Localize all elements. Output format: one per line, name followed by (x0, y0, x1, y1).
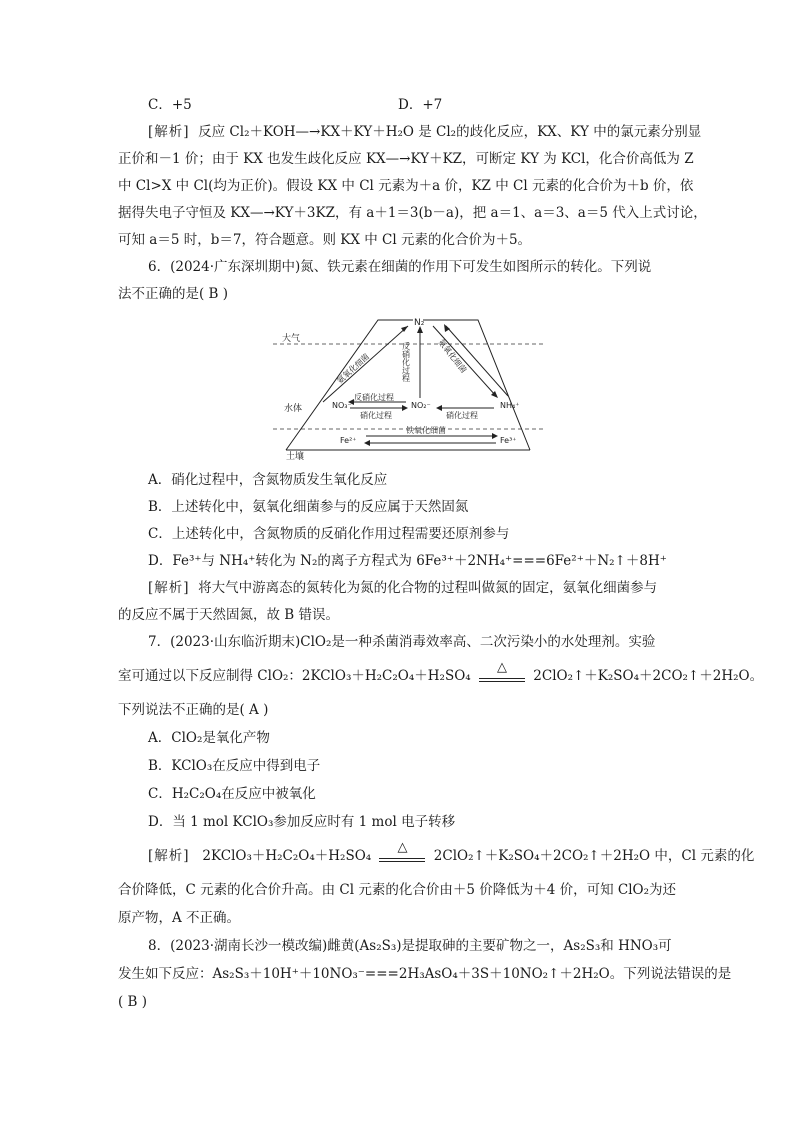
q7-stem-l2 (118, 659, 764, 687)
heating-equals-sign (479, 659, 525, 687)
delta-icon: △ (397, 839, 408, 855)
arrowhead (436, 405, 442, 411)
q8-stem-l3: ( B ) (118, 994, 148, 1010)
q6-analysis-text: 将大气中游离态的氮转化为氮的化合物的过程叫做氮的固定，氨氧化细菌参与 (198, 580, 658, 596)
anammox-right-label: 氨氧化细菌 (436, 337, 469, 375)
q6-analysis-l1 (148, 578, 657, 598)
analysis-tag: [解析] (148, 848, 190, 864)
analysis-tag: [解析] (148, 580, 190, 596)
nitrification-mid-label: 硝化过程 (360, 411, 392, 420)
q8-stem-l2: 发生如下反应：As₂S₃＋10H⁺＋10NO₃⁻===2H₃AsO₄＋3S＋10NO₂↑＋2H₂O。下列说法错误的是 (118, 966, 732, 982)
q7-equation-left: 室可通过以下反应制得 ClO₂：2KClO₃＋H₂C₂O₄＋H₂SO₄ (118, 668, 471, 684)
q5-analysis-l5: 可知 a＝5 时，b＝7，符合题意。则 KX 中 Cl 元素的化合价为＋5。 (118, 232, 532, 248)
n2-label: N₂ (414, 318, 425, 328)
q7-analysis-l2: 合价降低，C 元素的化合价升高。由 Cl 元素的化合价由＋5 价降低为＋4 价，可知 ClO₂为还 (118, 882, 677, 898)
arrowhead (444, 324, 450, 332)
arrowhead (364, 440, 370, 446)
arrowhead (492, 433, 498, 439)
anammox-label: 氨氧化细菌 (335, 352, 372, 386)
nitrification-right-label: 硝化过程 (446, 411, 478, 420)
q6-option-c: C．上述转化中，含氮物质的反硝化作用过程需要还原剂参与 (148, 526, 510, 542)
q5-analysis-l4: 据得失电子守恒及 KX—→KY＋3KZ，有 a＋1＝3(b－a)，把 a＝1、a＝3、a＝5 代入上式讨论， (118, 205, 707, 221)
q6-option-d: D．Fe³⁺与 NH₄⁺转化为 N₂的离子方程式为 6Fe³⁺＋2NH₄⁺===6Fe²⁺＋N₂↑＋8H⁺ (148, 553, 667, 569)
q7-option-a: A．ClO₂是氧化产物 (148, 730, 270, 746)
q5-analysis-l2: 正价和－1 价；由于 KX 也发生歧化反应 KX—→KY＋KZ，可断定 KY 为 KCl，化合价高低为 Z (118, 151, 694, 167)
nitrogen-cycle-diagram (268, 312, 548, 462)
q6-stem-l1: 6．(2024·广东深圳期中)氮、铁元素在细菌的作用下可发生如图所示的转化。下列说 (148, 259, 652, 275)
fe3-label: Fe³⁺ (500, 436, 517, 445)
arrowhead (402, 405, 408, 411)
q7-stem-l3: 下列说法不正确的是( A ) (118, 702, 269, 718)
nh4-label: NH₄⁺ (500, 401, 520, 410)
denitrification-vertical-label: 反硝化过程 (401, 342, 411, 382)
q7-equation-right: 2ClO₂↑＋K₂SO₄＋2CO₂↑＋2H₂O。 (533, 668, 764, 684)
left-slope (286, 320, 413, 450)
q7-analysis-equation-left: 2KClO₃＋H₂C₂O₄＋H₂SO₄ (202, 848, 372, 864)
q7-option-d: D．当 1 mol KClO₃参加反应时有 1 mol 电子转移 (148, 814, 456, 830)
q5-analysis-l3: 中 Cl>X 中 Cl(均为正价)。假设 KX 中 Cl 元素为＋a 价，KZ 中 Cl 元素的化合价为＋b 价，依 (118, 178, 694, 194)
denitrification-mid-label: 反硝化过程 (354, 393, 394, 402)
q6-analysis-l2: 的反应不属于天然固氮，故 B 错误。 (118, 607, 340, 623)
heating-equals-sign (379, 839, 425, 867)
water-label: 水体 (284, 404, 303, 414)
q5-option-c: C．+5 (148, 97, 192, 113)
q5-analysis-l1 (148, 122, 701, 142)
q7-analysis-equation-right: 2ClO₂↑＋K₂SO₄＋2CO₂↑＋2H₂O 中，Cl 元素的化 (433, 848, 755, 864)
no3-label: NO₃⁻ (332, 401, 352, 410)
atmosphere-label: 大气 (282, 334, 301, 344)
analysis-tag: [解析] (148, 124, 190, 140)
fe2-label: Fe²⁺ (340, 436, 357, 445)
q6-option-b: B．上述转化中，氨氧化细菌参与的反应属于天然固氮 (148, 499, 469, 515)
q7-option-b: B．KClO₃在反应中得到电子 (148, 758, 321, 774)
q7-analysis-l1 (148, 839, 755, 867)
q7-option-c: C．H₂C₂O₄在反应中被氧化 (148, 786, 316, 802)
no2-label: NO₂⁻ (411, 401, 431, 410)
q6-option-a: A．硝化过程中，含氮物质发生氧化反应 (148, 472, 388, 488)
q8-stem-l1: 8．(2023·湖南长沙一模改编)雌黄(As₂S₃)是提取砷的主要矿物之一，As₂S₃和 HNO₃可 (148, 938, 672, 954)
q5-analysis-text: 反应 Cl₂＋KOH—→KX＋KY＋H₂O 是 Cl₂的歧化反应，KX、KY 中的氯元素分别显 (198, 124, 702, 140)
q6-stem-l2: 法不正确的是( B ) (118, 286, 229, 302)
delta-icon: △ (496, 659, 507, 675)
q7-stem-l1: 7．(2023·山东临沂期末)ClO₂是一种杀菌消毒效率高、二次污染小的水处理剂。实验 (148, 634, 656, 650)
q7-analysis-l3: 原产物，A 不正确。 (118, 910, 241, 926)
q5-option-d: D．+7 (398, 97, 443, 113)
n2-to-nh4-arrow (433, 326, 496, 396)
soil-label: 土壤 (286, 452, 305, 462)
iron-bacteria-label: 铁氧化细菌 (406, 426, 446, 435)
